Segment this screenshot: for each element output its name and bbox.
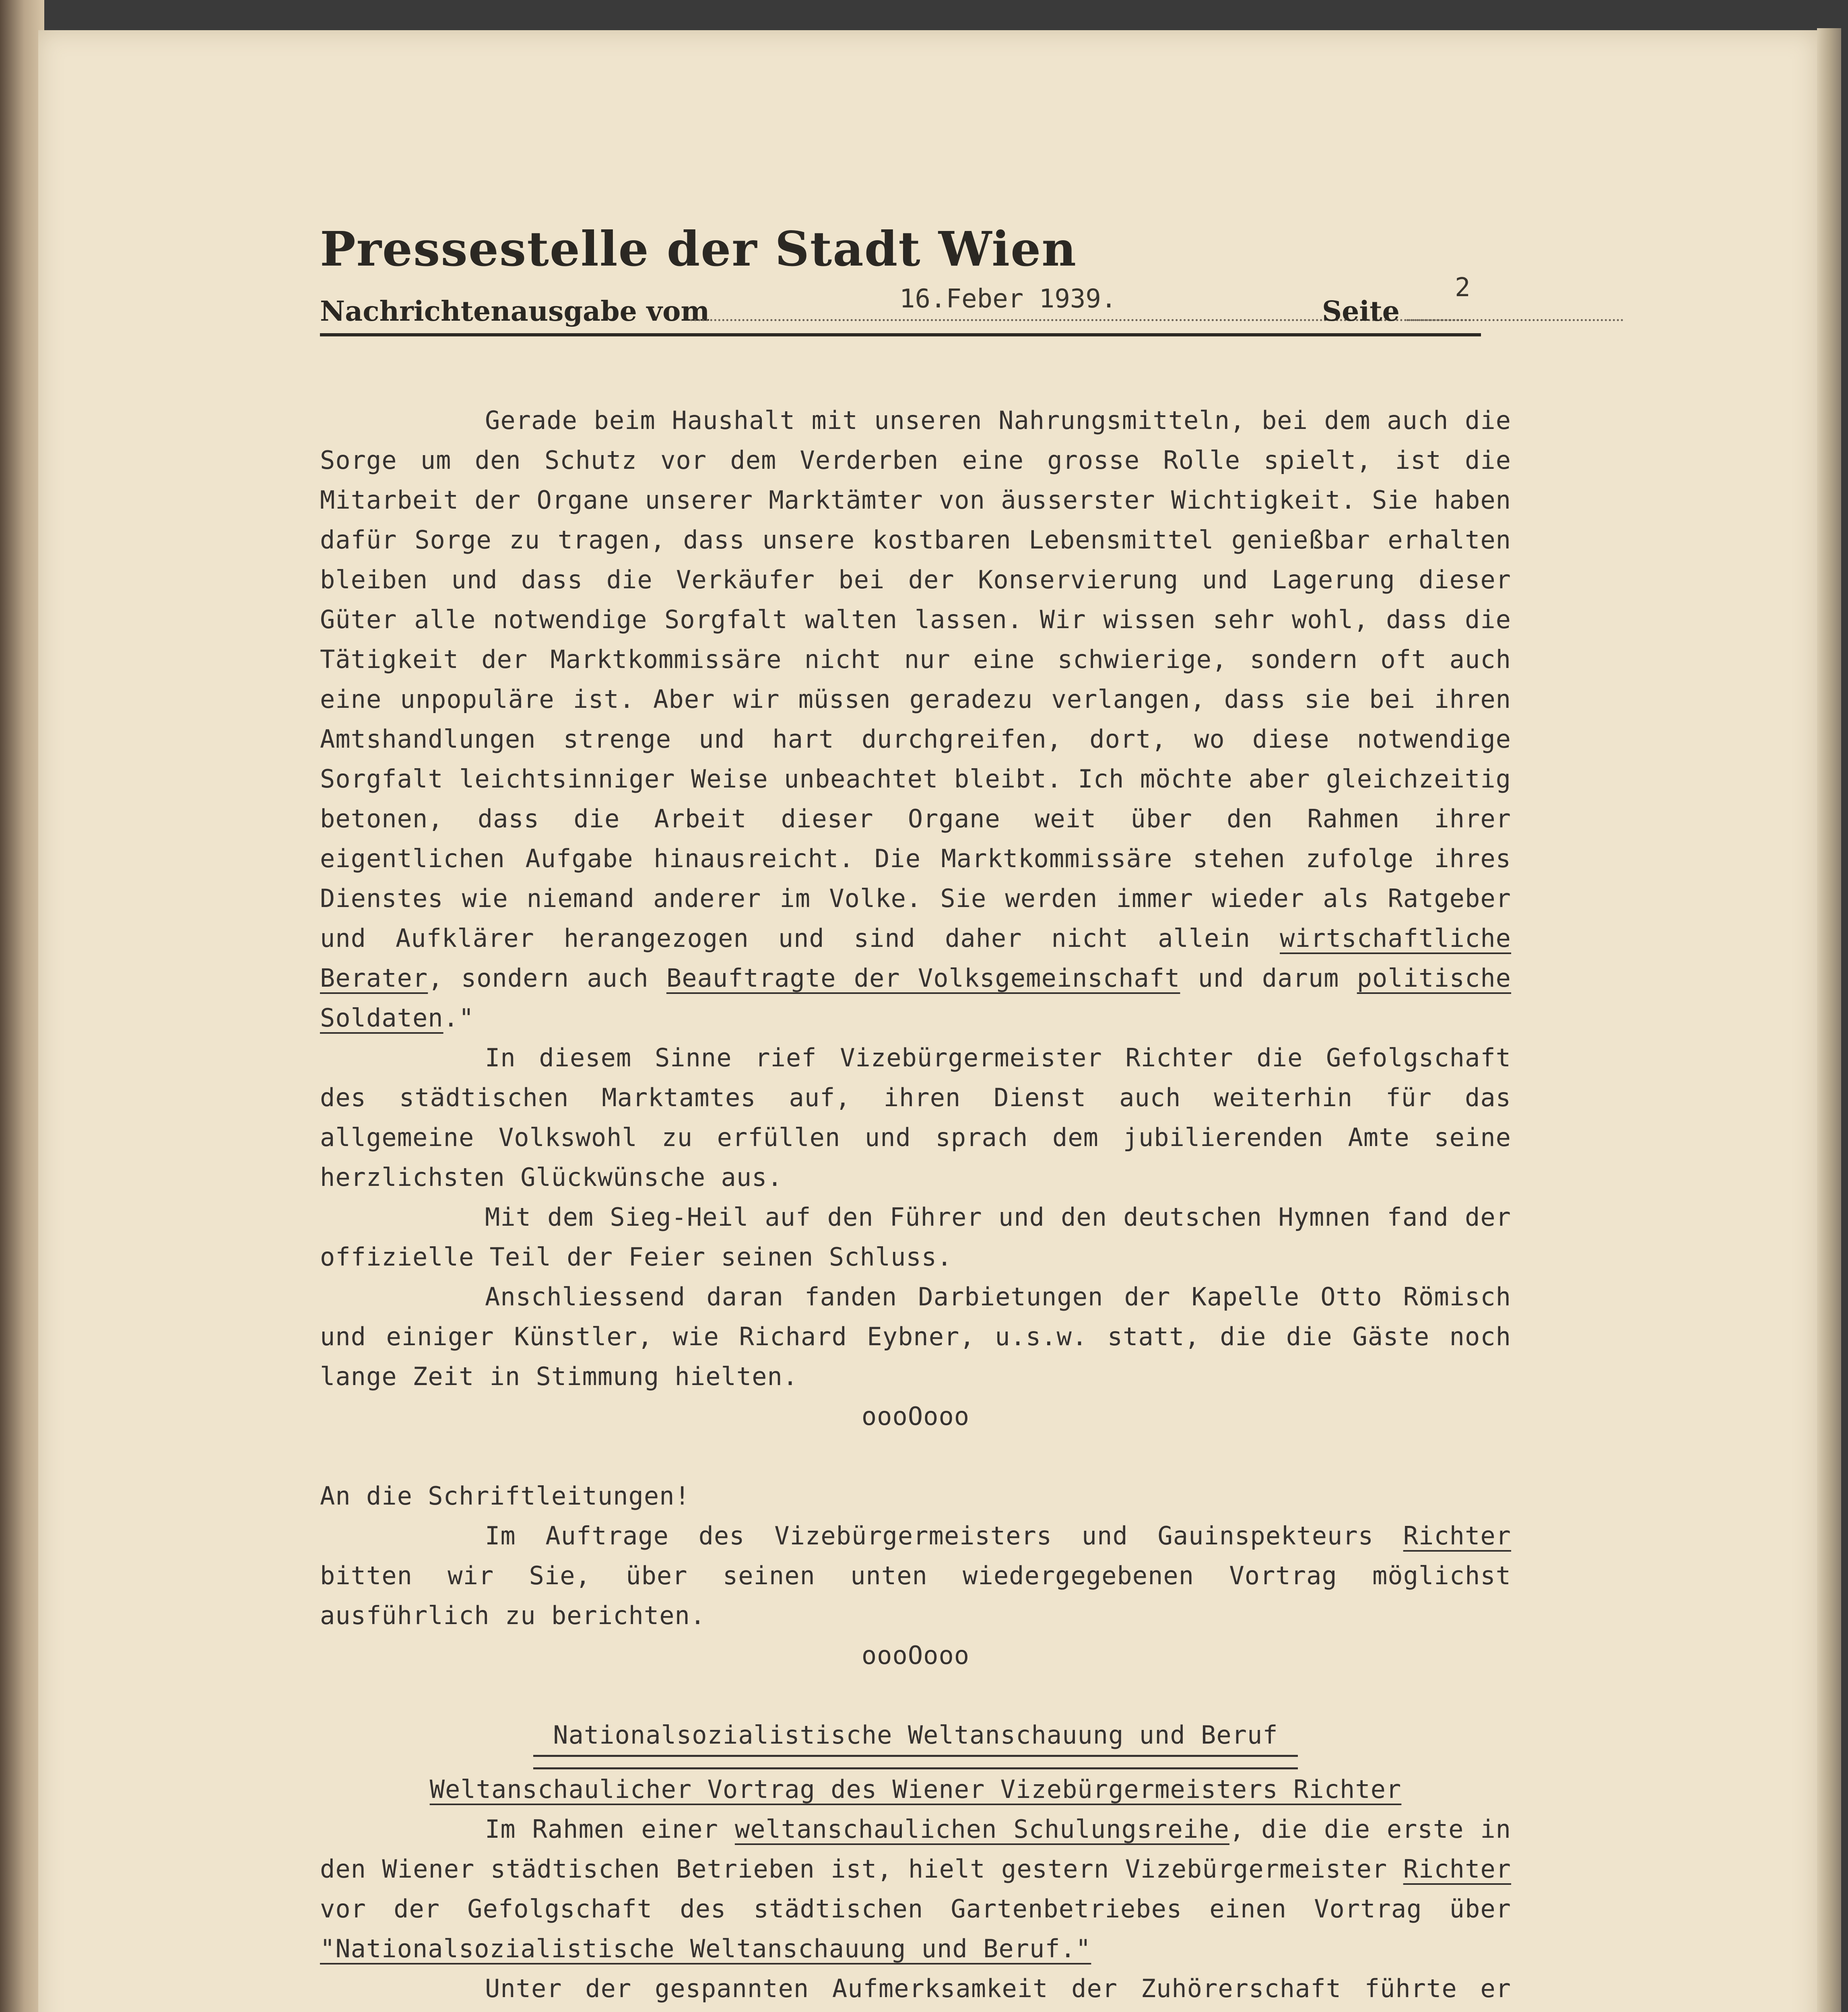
- text-run: In diesem Sinne rief Vizebürgermeister Richter die Gefolgschaft des städtischen Marktamtes auf, ihren Dienst auch weiterhin für das allgemeine Volkswohl zu erfüllen und sprach dem jubilierenden Amte seine herzlichsten Glückwünsche aus.: [320, 1043, 1511, 1192]
- date-dotted-line: [690, 319, 1624, 321]
- page-number: 2: [1455, 273, 1471, 303]
- blank-line: [320, 1436, 1511, 1476]
- text-run: Im Rahmen einer: [485, 1814, 735, 1844]
- text-run: Anschliessend daran fanden Darbietungen der Kapelle Otto Römisch und einiger Künstler, wie Richard Eybner, u.s.w. statt, die die Gäste noch lange Zeit in Stimmung hielten.: [320, 1282, 1511, 1391]
- text-run: vor der Gefolgschaft des städtischen Gartenbetriebes einen Vortrag über: [320, 1894, 1511, 1923]
- page-edge: [1817, 28, 1841, 2012]
- paragraph: [320, 1277, 1511, 1396]
- paragraph: [320, 1516, 1511, 1635]
- text-run: und darum: [1180, 963, 1357, 993]
- double-rule: [533, 1755, 1298, 1769]
- page-dotted-line: [1407, 319, 1471, 321]
- underlined-text: Beauftragte der Volksgemeinschaft: [666, 963, 1180, 993]
- text-run: An die Schriftleitungen!: [320, 1481, 690, 1511]
- text-run: Gerade beim Haushalt mit unseren Nahrungsmitteln, bei dem auch die Sorge um den Schutz vor dem Verderben eine grosse Rolle spielt, ist die Mitarbeit der Organe unserer Marktämter von äusserster Wichtigkeit. Sie haben dafür Sorge zu tragen, dass unsere kostbaren Lebensmittel genießbar erhalten bleiben und dass die Verkäufer bei der Konservierung und Lagerung dieser Güter alle notwendige Sorgfalt walten lassen. Wir wissen sehr wohl, dass die Tätigkeit der Marktkommissäre nicht nur eine schwierige, sondern oft auch eine unpopuläre ist. Aber wir müssen geradezu verlangen, dass sie bei ihren Amtshandlungen strenge und hart durchgreifen, dort, wo diese notwendige Sorgfalt leichtsinniger Weise unbeachtet bleibt. Ich möchte aber gleichzeitig betonen, dass die Arbeit dieser Organe weit über den Rahmen ihrer eigentlichen Aufgabe hinausreicht. Die Marktkommissäre stehen zufolge ihres Dienstes wie niemand anderer im Volke. Sie werden immer wieder als Ratgeber und Aufklärer herangezogen und sind daher nicht allein: [320, 406, 1511, 953]
- text-run: Nationalsozialistische Weltanschauung und Beruf: [553, 1720, 1278, 1750]
- paragraph: [320, 400, 1511, 1038]
- paragraph: [320, 1197, 1511, 1277]
- letterhead: [320, 221, 1481, 336]
- text-run: Mit dem Sieg-Heil auf den Führer und den deutschen Hymnen fand der offizielle Teil der Feier seinen Schluss.: [320, 1202, 1511, 1272]
- text-run: oooOooo: [861, 1641, 970, 1670]
- centered-line: [320, 1396, 1511, 1436]
- text-run: Im Auftrage des Vizebürgermeisters und Gauinspekteurs: [485, 1521, 1403, 1550]
- text-run: , sondern auch: [428, 963, 666, 993]
- underlined-text: Weltanschaulicher Vortrag des Wiener Vizebürgermeisters Richter: [429, 1775, 1402, 1804]
- letterhead-title: Pressestelle der Stadt Wien: [320, 221, 1077, 277]
- issue-date: 16.Feber 1939.: [899, 284, 1117, 314]
- paragraph: [320, 1809, 1511, 1969]
- letterhead-date-line: [320, 273, 1481, 336]
- underlined-text: politische Soldaten: [320, 963, 1511, 1033]
- document-body: [320, 400, 1511, 2012]
- paragraph: [320, 1969, 1511, 2012]
- paragraph: [320, 1038, 1511, 1197]
- text-run: .": [443, 1003, 474, 1033]
- centered-line: [320, 1715, 1511, 1755]
- paragraph: [320, 1476, 1511, 1516]
- underlined-text: Richter: [1403, 1521, 1511, 1550]
- centered-line: [320, 1635, 1511, 1675]
- text-run: Unter der gespannten Aufmerksamkeit der Zuhörerschaft führte er: [485, 1974, 1511, 2003]
- text-run: bitten wir Sie, über seinen unten wiedergegebenen Vortrag möglichst ausführlich zu berichten.: [320, 1561, 1511, 1630]
- page-label: Seite: [1322, 295, 1400, 328]
- text-run: , die die erste in den Wiener städtischen Betrieben ist, hielt gestern Vizebürgermeister: [320, 1814, 1512, 1884]
- centered-line: [320, 1769, 1511, 1809]
- underlined-text: Richter: [1403, 1854, 1511, 1884]
- date-label: Nachrichtenausgabe vom: [320, 295, 710, 328]
- underlined-text: wirtschaftliche Berater: [320, 924, 1511, 993]
- blank-line: [320, 1675, 1511, 1715]
- underlined-text: "Nationalsozialistische Weltanschauung und Beruf.": [320, 1934, 1091, 1963]
- text-run: oooOooo: [861, 1402, 970, 1431]
- book-binding: [0, 0, 44, 2012]
- underlined-text: weltanschaulichen Schulungsreihe: [734, 1814, 1229, 1844]
